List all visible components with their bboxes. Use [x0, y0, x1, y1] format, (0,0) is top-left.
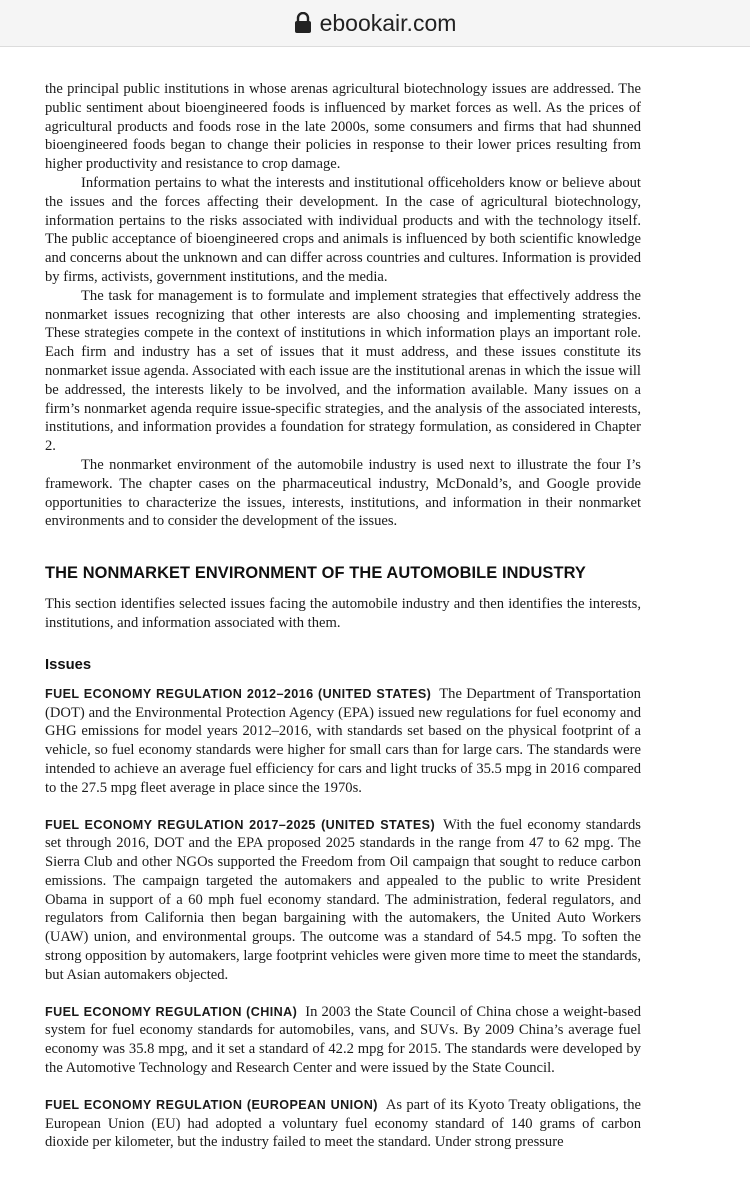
issue-paragraph: [45, 685, 641, 798]
issue-paragraph: [45, 816, 641, 985]
issue-heading: FUEL ECONOMY REGULATION 2012–2016 (UNITED STATES): [45, 686, 432, 701]
issue-block: [45, 816, 641, 985]
issue-heading: FUEL ECONOMY REGULATION (EUROPEAN UNION): [45, 1097, 378, 1112]
browser-url-bar[interactable]: [0, 0, 750, 47]
paragraph: Information pertains to what the interests and institutional officeholders know or believe about the issues and the forces affecting their development. In the case of agricultural biotechnology, information pertains to the risks associated with individual products and with the technology itself. The public acceptance of bioengineered crops and animals is influenced by both scientific knowledge and concerns about the unknown and can differ across countries and cultures. Information is provided by firms, activists, government institutions, and the media.: [45, 174, 641, 285]
issue-block: [45, 1003, 641, 1078]
issue-paragraph: [45, 1003, 641, 1078]
issue-text: The Department of Transportation (DOT) and the Environmental Protection Agency (EPA) issued new regulations for fuel economy and GHG emissions for model years 2012–2016, with standards set based on the physical footprint of a vehicle, so fuel economy standards were higher for small cars than for large cars. The standards were intended to achieve an average fuel efficiency for cars and light trucks of 35.5 mpg in 2016 compared to the 27.5 mpg fleet average in place since the 1970s.: [45, 685, 641, 796]
subsection-title: Issues: [45, 656, 92, 673]
issue-block: [45, 685, 641, 798]
issue-text: As part of its Kyoto Treaty obligations, the European Union (EU) had adopted a voluntary fuel economy standard of 140 grams of carbon dioxide per kilometer, but the industry failed to meet the standard. Under strong pressure: [45, 1096, 641, 1151]
lock-icon: [294, 12, 312, 34]
issue-paragraph: [45, 1096, 641, 1152]
issue-block: [45, 1096, 641, 1152]
section-title: THE NONMARKET ENVIRONMENT OF THE AUTOMOBILE INDUSTRY: [45, 564, 586, 583]
paragraph: the principal public institutions in whose arenas agricultural biotechnology issues are addressed. The public sentiment about bioengineered foods is influenced by market forces as well. As the prices of agricultural products and foods rose in the late 2000s, some consumers and firms that had shunned bioengineered foods began to change their policies in response to their lower prices resulting from higher productivity and resistance to crop damage.: [45, 81, 641, 173]
issue-heading: FUEL ECONOMY REGULATION 2017–2025 (UNITED STATES): [45, 817, 436, 832]
issue-heading: FUEL ECONOMY REGULATION (CHINA): [45, 1004, 298, 1019]
paragraph: The task for management is to formulate and implement strategies that effectively address the nonmarket issues recognizing that other interests are also choosing and implementing strategies. These strategies compete in the context of institutions in which information plays an important role. Each firm and industry has a set of issues that it must address, and these issues constitute its nonmarket issue agenda. Associated with each issue are the institutional arenas in which the issue will be addressed, the interests likely to be involved, and the information available. Many issues on a firm’s nonmarket agenda require issue-specific strategies, and the analysis of the associated interests, institutions, and information provides a foundation for strategy formulation, as considered in Chapter 2.: [45, 287, 641, 455]
section-intro: This section identifies selected issues facing the automobile industry and then identifies the interests, institutions, and information associated with them.: [45, 596, 641, 631]
page-content: [45, 80, 641, 1170]
issue-text: In 2003 the State Council of China chose a weight-based system for fuel economy standards for automobiles, vans, and SUVs. By 2009 China’s average fuel economy was 35.8 mpg, and it set a standard of 42.2 mpg for 2015. The standards were developed by the Automotive Technology and Research Center and were issued by the State Council.: [45, 1003, 641, 1077]
url-text: ebookair.com: [319, 9, 457, 36]
paragraph: The nonmarket environment of the automobile industry is used next to illustrate the four I’s framework. The chapter cases on the pharmaceutical industry, McDonald’s, and Google provide opportunities to characterize the issues, interests, institutions, and information in their nonmarket environments and to consider the development of the issues.: [45, 456, 641, 530]
issue-text: With the fuel economy standards set through 2016, DOT and the EPA proposed 2025 standards in the range from 47 to 62 mpg. The Sierra Club and other NGOs supported the Freedom from Oil campaign that sought to reduce carbon emissions. The campaign targeted the automakers and appealed to the public to write President Obama in support of a 60 mph fuel economy standard. The administration, federal regulators, and regulators from California then began bargaining with the automakers, the United Auto Workers (UAW) union, and environmental groups. The outcome was a standard of 54.5 mpg. To soften the strong opposition by automakers, large footprint vehicles were given more time to meet the standards, but Asian automakers objected.: [45, 816, 641, 983]
